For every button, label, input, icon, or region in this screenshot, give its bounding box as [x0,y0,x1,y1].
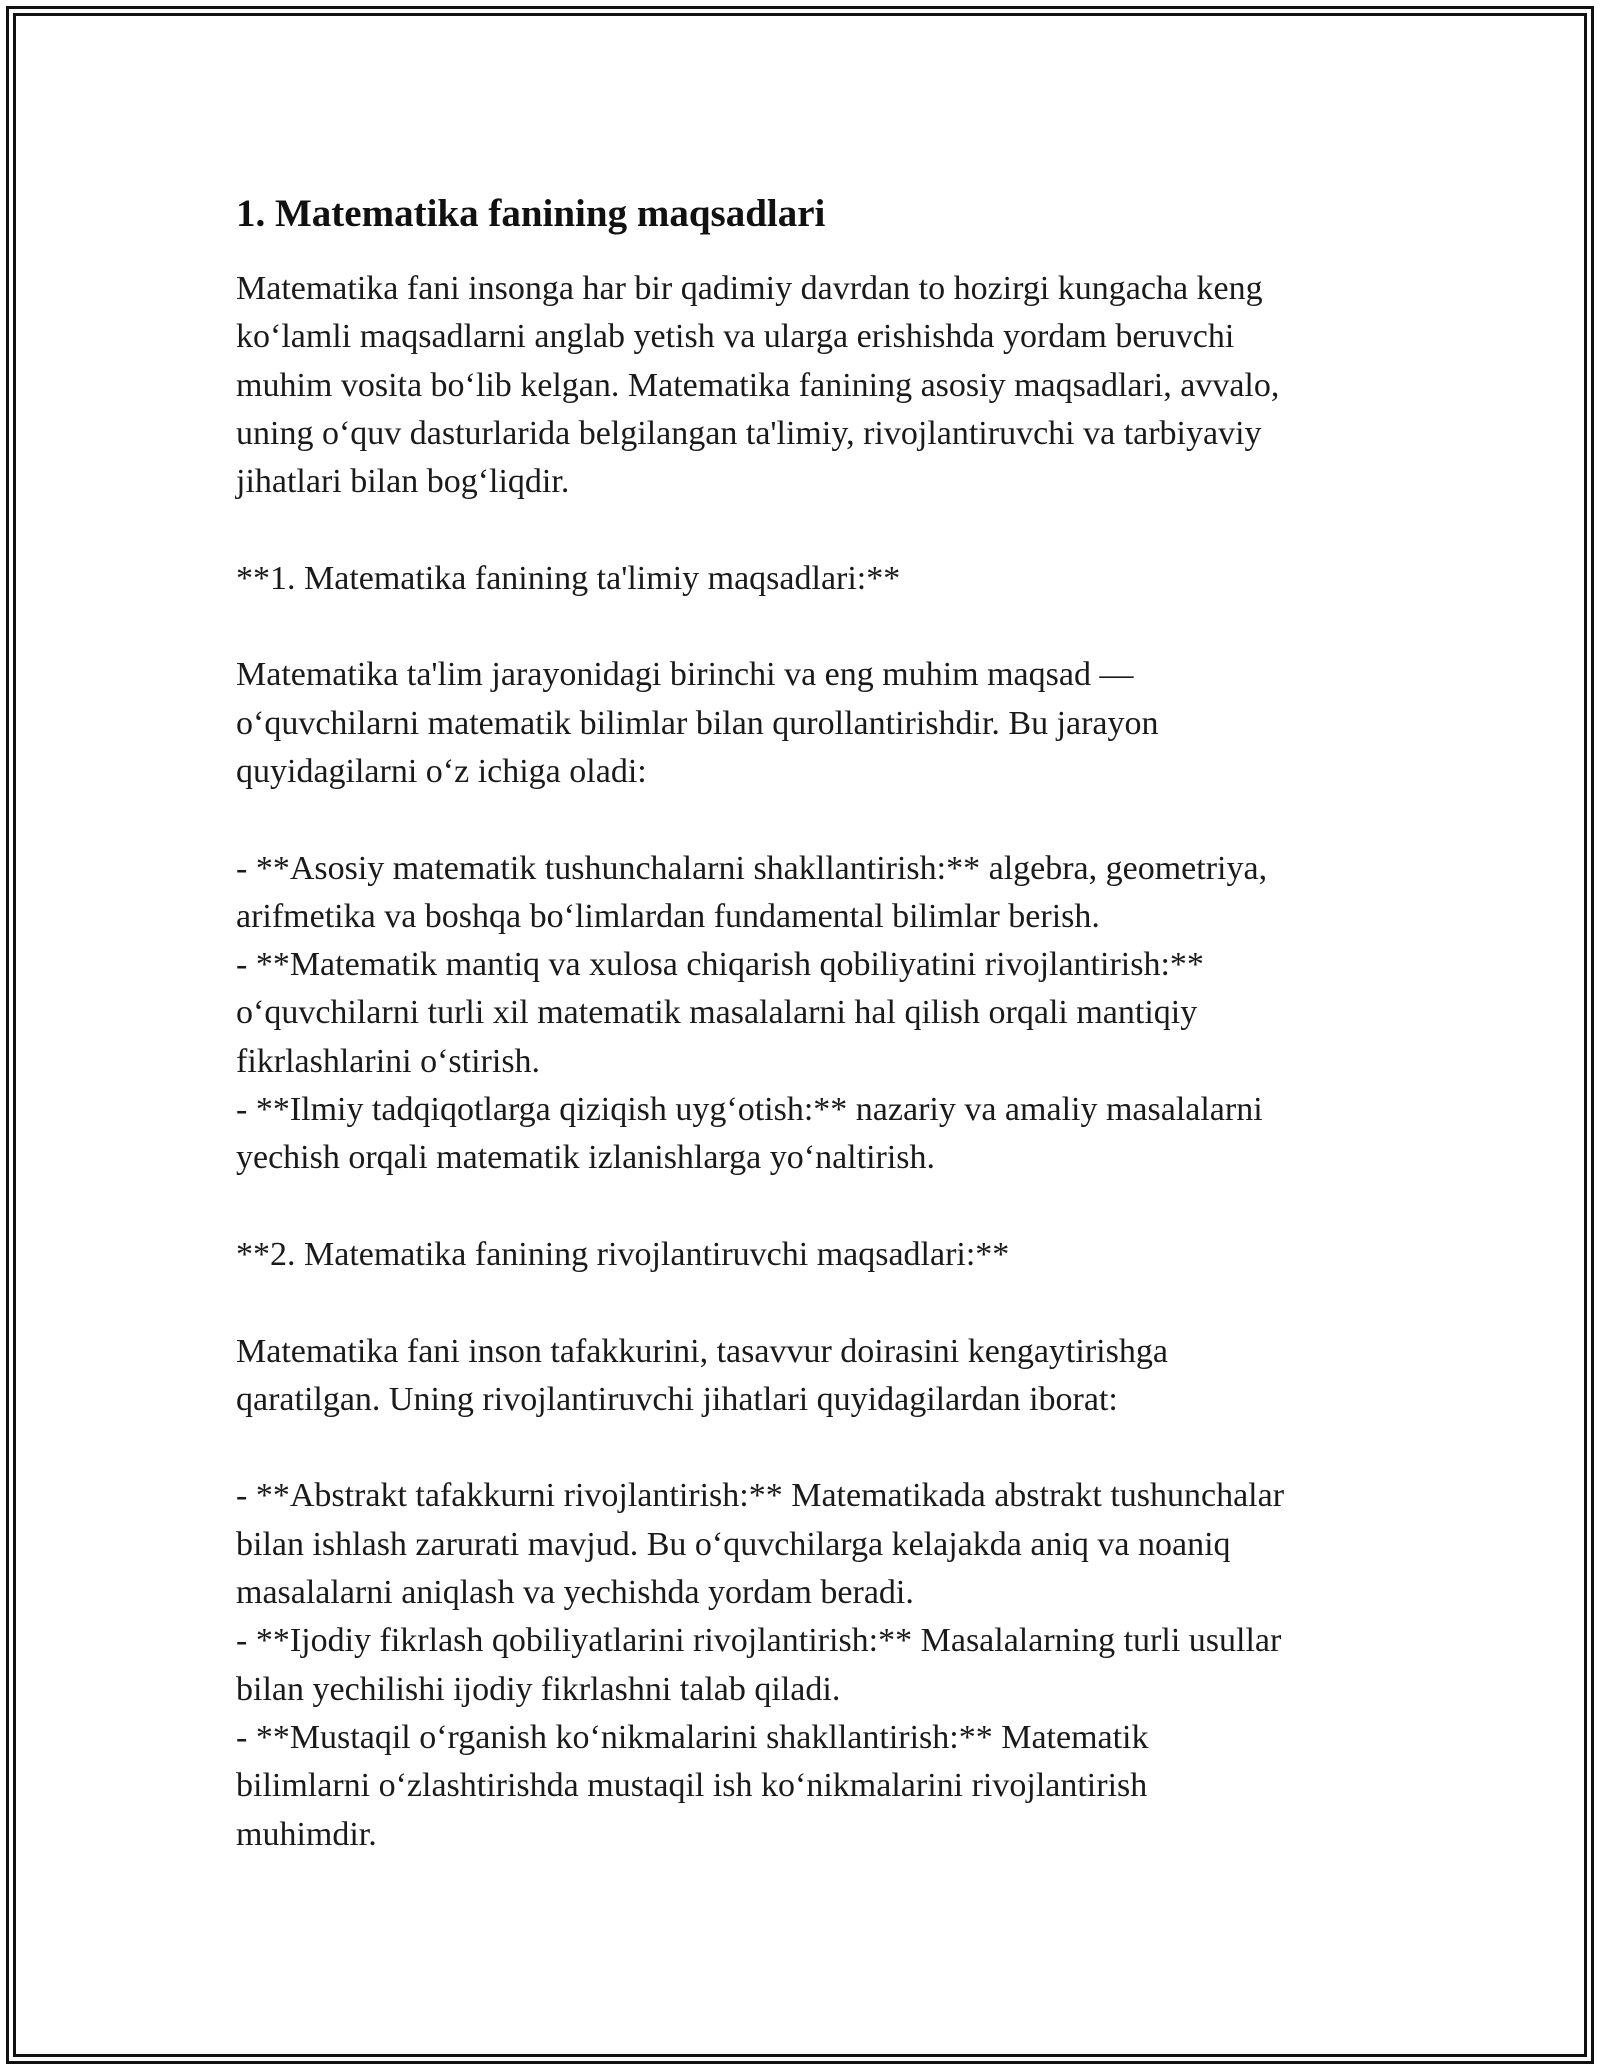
section-heading-developmental: **2. Matematika fanining rivojlantiruvchi maqsadlari:** [236,1235,1010,1273]
paragraph-gap [236,506,1396,554]
page-title: 1. Matematika fanining maqsadlari [236,192,826,235]
section-heading-educational: **1. Matematika fanining ta'limiy maqsadlari:** [236,559,901,597]
paragraph-gap [236,1183,1396,1231]
educational-intro-paragraph: Matematika ta'lim jarayonidagi birinchi va eng muhim maqsad — o‘quvchilarni matematik bilimlar bilan qurollantirishdir. Bu jarayon quyidagilarni o‘z ichiga oladi: [236,656,1159,790]
paragraph-gap [236,1279,1396,1327]
paragraph-gap [236,1424,1396,1472]
educational-goals-list: - **Asosiy matematik tushunchalarni shakllantirish:** algebra, geometriya, arifmetika va boshqa bo‘limlardan fundamental bilimlar berish. - **Matematik mantiq va xulosa chiqarish qobiliyatini rivojlantirish:** o‘quvchilarni turli xil matematik masalalarni hal qilish orqali mantiqiy fikrlashlarini o‘stirish. - **Ilmiy tadqiqotlarga qiziqish uyg‘otish:** nazariy va amaliy masalalarni yechish orqali matematik izlanishlarga yo‘naltirish. [236,849,1268,1177]
document-body [236,185,1396,1859]
developmental-intro-paragraph: Matematika fani inson tafakkurini, tasavvur doirasini kengaytirishga qaratilgan. Uning rivojlantiruvchi jihatlari quyidagilardan iborat: [236,1332,1168,1418]
paragraph-gap [236,603,1396,651]
intro-paragraph: Matematika fani insonga har bir qadimiy davrdan to hozirgi kungacha keng ko‘lamli maqsadlarni anglab yetish va ularga erishishda yordam beruvchi muhim vosita bo‘lib kelgan. Matematika fanining asosiy maqsadlari, avvalo, uning o‘quv dasturlarida belgilangan ta'limiy, rivojlantiruvchi va tarbiyaviy jihatlari bilan bog‘liqdir. [236,270,1280,501]
paragraph-gap [236,796,1396,844]
developmental-goals-list: - **Abstrakt tafakkurni rivojlantirish:** Matematikada abstrakt tushunchalar bilan ishlash zarurati mavjud. Bu o‘quvchilarga kelajakda aniq va noaniq masalalarni aniqlash va yechishda yordam beradi. - **Ijodiy fikrlash qobiliyatlarini rivojlantirish:** Masalalarning turli usullar bilan yechilishi ijodiy fikrlashni talab qiladi. - **Mustaqil o‘rganish ko‘nikmalarini shakllantirish:** Matematik bilimlarni o‘zlashtirishda mustaqil ish ko‘nikmalarini rivojlantirish muhimdir. [236,1477,1285,1853]
